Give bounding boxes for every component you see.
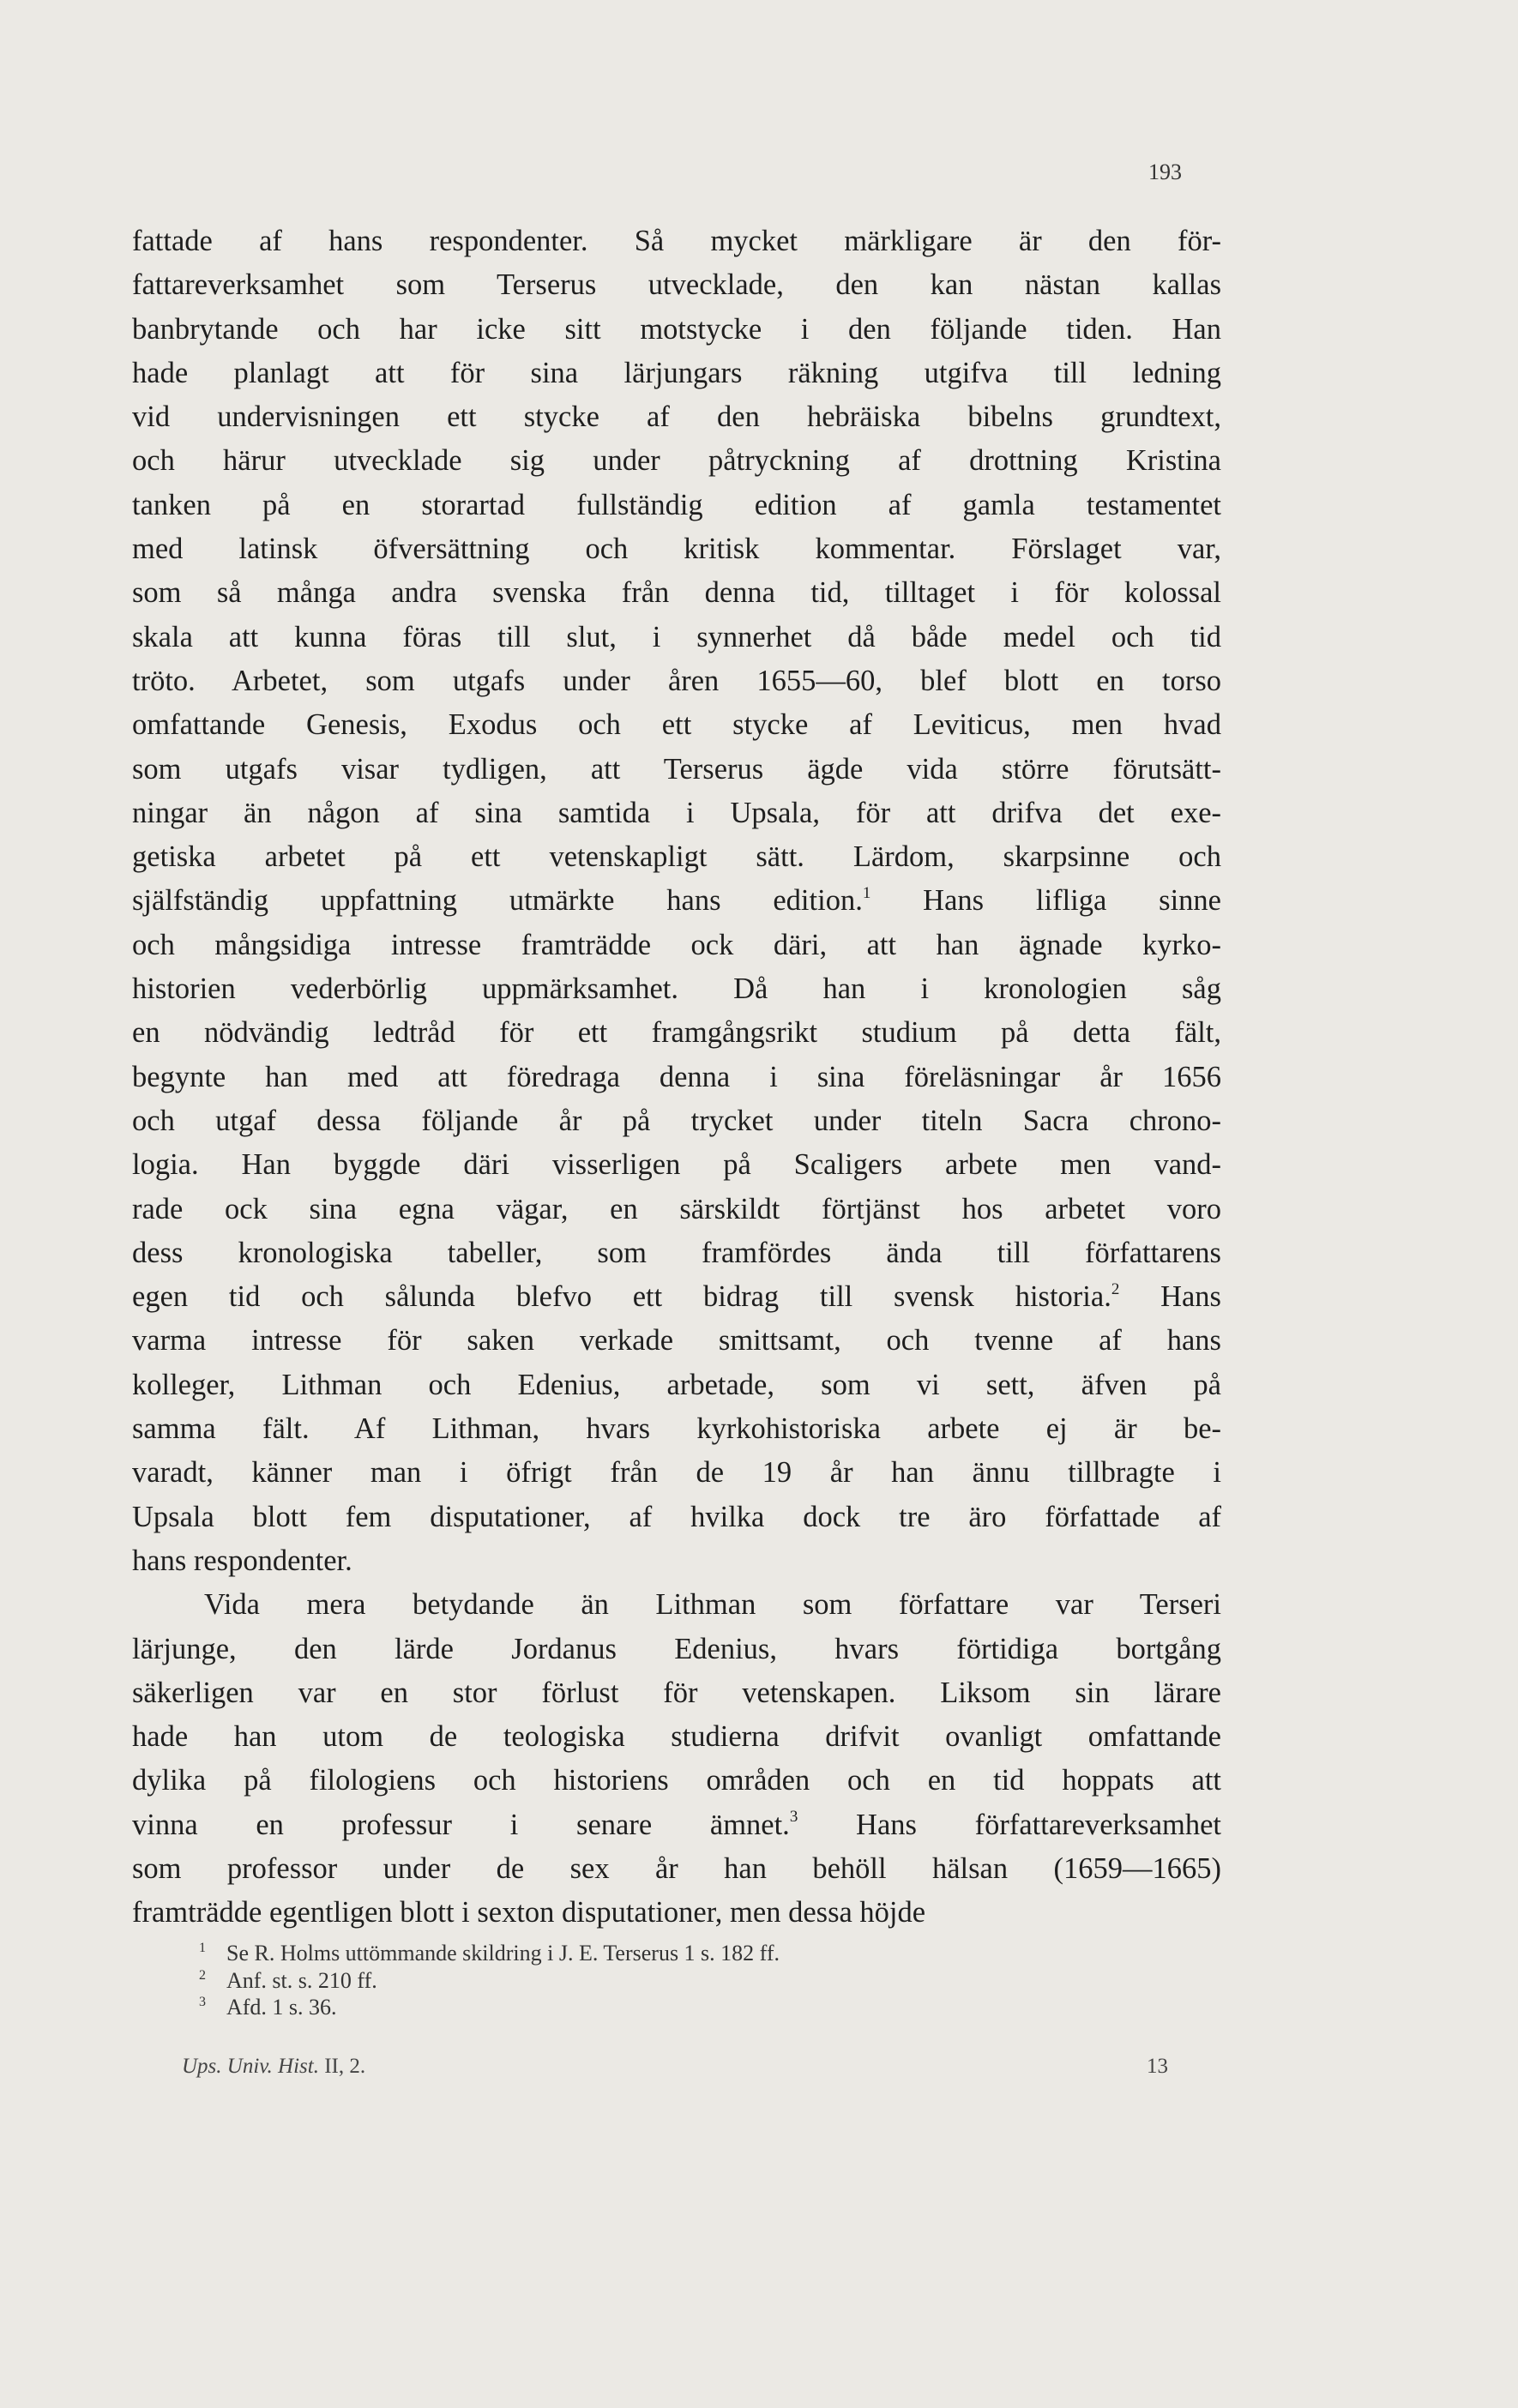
printer-signature — [182, 2055, 1168, 2079]
text-line: fattareverksamhet som Terserus utvecklade, den kan nästan kallas — [132, 268, 1221, 302]
text-line: getiska arbetet på ett vetenskapligt sätt. Lärdom, skarpsinne och — [132, 840, 1221, 874]
footnote-text: Anf. st. s. 210 ff. — [226, 1967, 377, 1993]
footnote-reference: 2 — [1111, 1279, 1120, 1298]
page-number: 193 — [1148, 160, 1182, 184]
text-line: tanken på en storartad fullständig edition af gamla testamentet — [132, 488, 1221, 521]
text-line: Upsala blott fem disputationer, af hvilka dock tre äro författade af — [132, 1500, 1221, 1533]
text-line: dylika på filologiens och historiens områden och en tid hoppats att — [132, 1764, 1221, 1797]
text-line: själfständig uppfattning utmärkte hans edition.$^1$ Hans lifliga sinne — [132, 883, 1221, 918]
text-line: hade han utom de teologiska studierna drifvit ovanligt omfattande — [132, 1720, 1221, 1754]
text-line: hade planlagt att för sina lärjungars räkning utgifva till ledning — [132, 356, 1221, 389]
signature-volume: II, 2. — [324, 2055, 366, 2078]
text-line: Vida mera betydande än Lithman som författare var Terseri — [204, 1588, 1221, 1622]
text-line: med latinsk öfversättning och kritisk kommentar. Förslaget var, — [132, 533, 1221, 566]
text-line: skala att kunna föras till slut, i synnerhet då både medel och tid — [132, 620, 1221, 653]
text-line: vinna en professur i senare ämnet.$^3$ Hans författareverksamhet — [132, 1808, 1221, 1841]
footnote-1: 1 Se R. Holms uttömmande skildring i J. E. Terserus 1 s. 182 ff. — [199, 1941, 780, 1966]
text-line: som professor under de sex år han behöll hälsan (1659—1665) — [132, 1851, 1221, 1885]
text-line: logia. Han byggde däri visserligen på Scaligers arbete men vand- — [132, 1148, 1221, 1182]
footnote-reference: 3 — [789, 1808, 798, 1827]
text-line: varadt, känner man i öfrigt från de 19 år han ännu tillbragte i — [132, 1456, 1221, 1490]
text-line: lärjunge, den lärde Jordanus Edenius, hvars förtidiga bortgång — [132, 1632, 1221, 1665]
text-line: hans respondenter. — [132, 1544, 352, 1577]
text-line: framträdde egentligen blott i sexton disputationer, men dessa höjde — [132, 1896, 926, 1929]
text-line: rade ock sina egna vägar, en särskildt förtjänst hos arbetet voro — [132, 1192, 1221, 1225]
text-line: vid undervisningen ett stycke af den hebräiska bibelns grundtext, — [132, 400, 1221, 434]
paragraph-1 — [132, 220, 1221, 1583]
signature-work: Ups. Univ. Hist. — [182, 2055, 319, 2078]
text-line: dess kronologiska tabeller, som framfördes ända till författarens — [132, 1236, 1221, 1269]
footnotes — [199, 1940, 1185, 2021]
signature-sheet-number: 13 — [1147, 2055, 1168, 2078]
text-line: historien vederbörlig uppmärksamhet. Då han i kronologien såg — [132, 972, 1221, 1006]
text-line: och mångsidiga intresse framträdde ock däri, att han ägnade kyrko- — [132, 928, 1221, 961]
text-line: säkerligen var en stor förlust för vetenskapen. Liksom sin lärare — [132, 1676, 1221, 1709]
body-text — [132, 220, 1221, 1935]
text-line: fattade af hans respondenter. Så mycket märkligare är den för- — [132, 225, 1221, 257]
text-line: en nödvändig ledtråd för ett framgångsrikt studium på detta fält, — [132, 1016, 1221, 1050]
footnote-text: Afd. 1 s. 36. — [226, 1995, 337, 2020]
footnote-reference: 1 — [862, 883, 871, 902]
signature-title — [182, 2055, 365, 2078]
footnote-2: 2 Anf. st. s. 210 ff. — [199, 1967, 377, 1993]
text-line: kolleger, Lithman och Edenius, arbetade, som vi sett, äfven på — [132, 1368, 1221, 1401]
footnote-3: 3 Afd. 1 s. 36. — [199, 1995, 337, 2020]
text-line: omfattande Genesis, Exodus och ett stycke af Leviticus, men hvad — [132, 708, 1221, 742]
text-line: tröto. Arbetet, som utgafs under åren 1655—60, blef blott en torso — [132, 664, 1221, 697]
text-line: begynte han med att föredraga denna i sina föreläsningar år 1656 — [132, 1060, 1221, 1093]
text-line: som så många andra svenska från denna tid, tilltaget i för kolossal — [132, 576, 1221, 610]
text-line: och härur utvecklade sig under påtryckning af drottning Kristina — [132, 444, 1221, 478]
paragraph-2 — [132, 1583, 1221, 1935]
text-line: ningar än någon af sina samtida i Upsala, för att drifva det exe- — [132, 796, 1221, 829]
footnote-text: Se R. Holms uttömmande skildring i J. E. Terserus 1 s. 182 ff. — [226, 1941, 780, 1966]
text-line: samma fält. Af Lithman, hvars kyrkohistoriska arbete ej är be- — [132, 1412, 1221, 1446]
text-line: banbrytande och har icke sitt motstycke i den följande tiden. Han — [132, 312, 1221, 346]
text-line: varma intresse för saken verkade smittsamt, och tvenne af hans — [132, 1324, 1221, 1358]
text-line: egen tid och sålunda blefvo ett bidrag till svensk historia.$^2$ Hans — [132, 1279, 1221, 1314]
text-line: och utgaf dessa följande år på trycket under titeln Sacra chrono- — [132, 1104, 1221, 1137]
text-line: som utgafs visar tydligen, att Terserus ägde vida större förutsätt- — [132, 752, 1221, 786]
